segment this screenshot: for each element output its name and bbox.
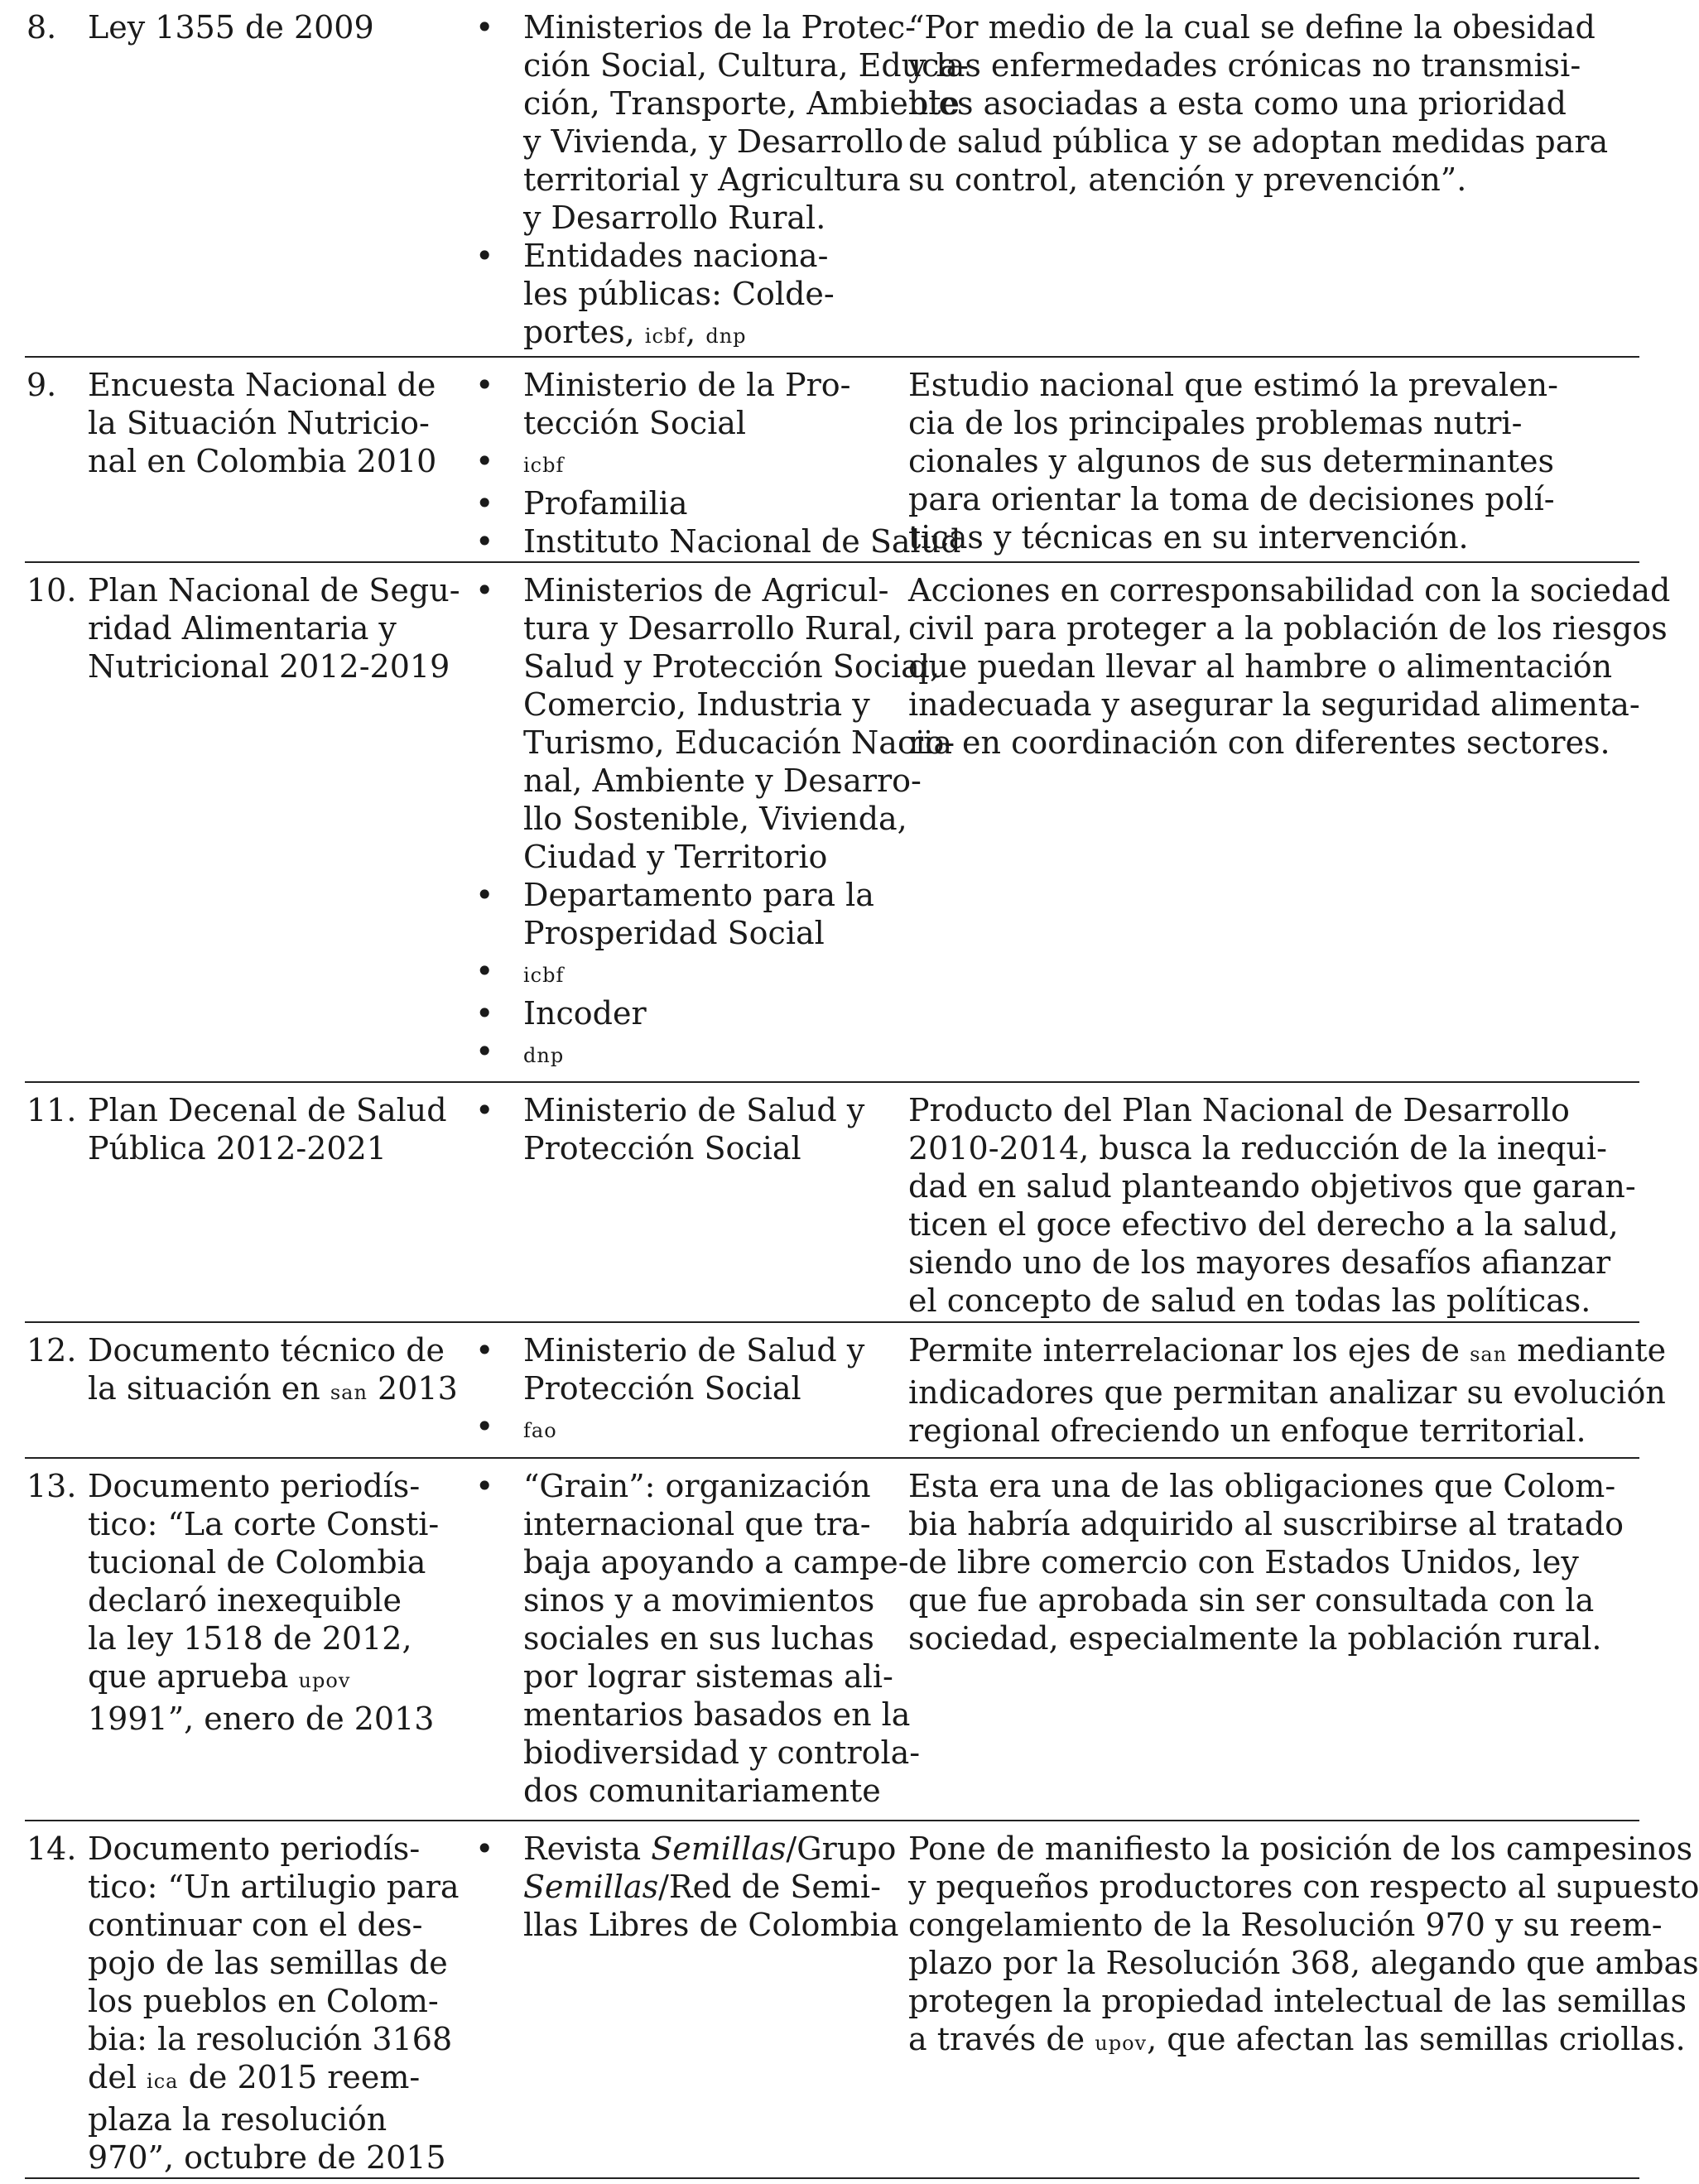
entity-line: llo Sostenible, Vivienda, xyxy=(523,801,907,837)
description-line: cionales y algunos de sus determinantes xyxy=(908,443,1554,479)
description xyxy=(908,1331,1667,1450)
entity-line: fao xyxy=(523,1419,557,1442)
list-item xyxy=(450,952,931,994)
description-line: Estudio nacional que estimó la prevalen- xyxy=(908,367,1558,403)
entity-line: Entidades naciona- xyxy=(523,238,829,274)
entity-line: Instituto Nacional de Salud xyxy=(523,523,961,560)
table-row xyxy=(25,358,1639,563)
description-line: y pequeños productores con respecto al supuesto xyxy=(908,1869,1699,1905)
document-name-line: los pueblos en Colom- xyxy=(88,1983,439,2019)
bullet-icon: • xyxy=(475,1408,494,1445)
description-line: dad en salud planteando objetivos que garan- xyxy=(908,1168,1636,1205)
bullet-icon: • xyxy=(475,572,494,609)
entity-line: Ministerio de Salud y xyxy=(523,1332,865,1369)
description-line: de salud pública y se adoptan medidas para xyxy=(908,123,1609,160)
list-item xyxy=(450,522,961,560)
description-line: para orientar la toma de decisiones polí- xyxy=(908,481,1555,517)
list-item xyxy=(450,442,931,484)
description-line: que puedan llevar al hambre o alimentación xyxy=(908,648,1613,685)
document-name-line: bia: la resolución 3168 xyxy=(88,2021,453,2057)
description-line: 2010-2014, busca la reducción de la inequi- xyxy=(908,1130,1607,1167)
description-line: protegen la propiedad intelectual de las semillas xyxy=(908,1983,1687,2019)
list-item xyxy=(450,571,955,876)
description-line: regional ofreciendo un enfoque territorial. xyxy=(908,1412,1586,1449)
document-name-line: Documento técnico de xyxy=(88,1332,445,1369)
entity-line: Ciudad y Territorio xyxy=(523,839,828,875)
entities-list xyxy=(450,8,969,355)
row-number: 10. xyxy=(26,572,77,609)
document-name-line: pojo de las semillas de xyxy=(88,1945,448,1981)
entity-line: portes, icbf, dnp xyxy=(523,314,747,350)
description-line: civil para proteger a la población de los riesgos xyxy=(908,610,1668,647)
bullet-icon: • xyxy=(475,367,494,403)
entity-line: internacional que tra- xyxy=(523,1506,871,1542)
document-name-line: del ica de 2015 reem- xyxy=(88,2059,421,2095)
entity-line: icbf xyxy=(523,454,565,477)
list-item xyxy=(450,484,931,522)
bullet-icon: • xyxy=(475,953,494,989)
description-line: congelamiento de la Resolución 970 y su reem- xyxy=(908,1907,1663,1943)
entities-list xyxy=(450,1467,931,1810)
list-item xyxy=(450,366,931,442)
document-name xyxy=(88,1091,452,1167)
description xyxy=(908,366,1637,556)
table-row xyxy=(25,563,1671,1083)
description-line: de libre comercio con Estados Unidos, ley xyxy=(908,1544,1579,1580)
entity-line: ción, Transporte, Ambiente xyxy=(523,85,960,122)
entity-line: Ministerio de la Pro- xyxy=(523,367,851,403)
document-name-line: Documento periodís- xyxy=(88,1468,421,1504)
document-name-line: Documento periodís- xyxy=(88,1830,421,1867)
bullet-icon: • xyxy=(475,1092,494,1128)
entity-line: Prosperidad Social xyxy=(523,915,825,951)
entity-line: Revista Semillas/Grupo xyxy=(523,1830,897,1867)
list-item xyxy=(450,1091,931,1167)
document-name xyxy=(88,8,452,46)
document-name-line: Encuesta Nacional de xyxy=(88,367,436,403)
entity-line: por lograr sistemas ali- xyxy=(523,1658,893,1695)
entity-line: dnp xyxy=(523,1044,565,1067)
entity-line: Profamilia xyxy=(523,485,688,522)
document-name-line: Plan Decenal de Salud xyxy=(88,1092,447,1128)
entity-line: Ministerio de Salud y xyxy=(523,1092,865,1128)
description-line: el concepto de salud en todas las políticas. xyxy=(908,1282,1591,1319)
list-item xyxy=(450,1032,931,1075)
entity-line: nal, Ambiente y Desarro- xyxy=(523,762,922,799)
document-name-line: nal en Colombia 2010 xyxy=(88,443,437,479)
bullet-icon: • xyxy=(475,238,494,274)
description xyxy=(908,571,1671,762)
table-row xyxy=(25,1083,1639,1323)
table-row xyxy=(25,1323,1667,1459)
description-line: y las enfermedades crónicas no transmisi- xyxy=(908,47,1581,84)
description-line: indicadores que permitan analizar su evolución xyxy=(908,1374,1666,1411)
description-line: bles asociadas a esta como una prioridad xyxy=(908,85,1567,122)
entity-line: Departamento para la xyxy=(523,877,874,913)
list-item xyxy=(450,1467,931,1810)
document-name-line: Ley 1355 de 2009 xyxy=(88,9,374,46)
description xyxy=(908,1467,1637,1657)
document-name-line: 1991”, enero de 2013 xyxy=(88,1701,435,1737)
bullet-icon: • xyxy=(475,877,494,913)
document-name xyxy=(88,1830,460,2177)
description-line: Producto del Plan Nacional de Desarrollo xyxy=(908,1092,1570,1128)
description-line: “Por medio de la cual se define la obesidad xyxy=(908,9,1596,46)
description-line: ticen el goce efectivo del derecho a la salud, xyxy=(908,1206,1619,1243)
description-line: Acciones en corresponsabilidad con la sociedad xyxy=(908,572,1671,609)
description xyxy=(908,8,1637,199)
bullet-icon: • xyxy=(475,523,494,560)
description-line: Permite interrelacionar los ejes de san mediante xyxy=(908,1332,1667,1369)
entities-list xyxy=(450,1830,931,1944)
bullet-icon: • xyxy=(475,485,494,522)
document-name-line: 970”, octubre de 2015 xyxy=(88,2139,446,2176)
description-line: a través de upov, que afectan las semillas criollas. xyxy=(908,2021,1686,2057)
entity-line: Semillas/Red de Semi- xyxy=(523,1869,881,1905)
document-name-line: tico: “La corte Consti- xyxy=(88,1506,440,1542)
row-number: 13. xyxy=(26,1468,77,1504)
entity-line: baja apoyando a campe- xyxy=(523,1544,909,1580)
entity-line: Ministerios de Agricul- xyxy=(523,572,889,609)
list-item xyxy=(450,8,969,237)
description-line: que fue aprobada sin ser consultada con la xyxy=(908,1582,1595,1619)
description-line: ria en coordinación con diferentes sectores. xyxy=(908,724,1610,761)
entity-line: tura y Desarrollo Rural, xyxy=(523,610,902,647)
entity-line: ción Social, Cultura, Educa- xyxy=(523,47,969,84)
table-row xyxy=(25,1821,1699,2179)
entity-line: dos comunitariamente xyxy=(523,1773,881,1809)
bullet-icon: • xyxy=(475,9,494,46)
document-name-line: tico: “Un artilugio para xyxy=(88,1869,460,1905)
row-number: 14. xyxy=(26,1830,77,1867)
description-line: Esta era una de las obligaciones que Colom- xyxy=(908,1468,1616,1504)
row-number: 9. xyxy=(26,367,57,403)
bullet-icon: • xyxy=(475,443,494,479)
document-name-line: continuar con el des- xyxy=(88,1907,423,1943)
list-item xyxy=(450,1407,931,1450)
entity-line: mentarios basados en la xyxy=(523,1696,911,1733)
entity-line: Incoder xyxy=(523,995,647,1032)
document-name-line: la Situación Nutricio- xyxy=(88,405,430,441)
document-name-line: Nutricional 2012-2019 xyxy=(88,648,450,685)
entities-list xyxy=(450,366,961,560)
entity-line: sociales en sus luchas xyxy=(523,1620,874,1657)
list-item xyxy=(450,1830,931,1944)
entity-line: Turismo, Educación Nacio- xyxy=(523,724,955,761)
entity-line: territorial y Agricultura xyxy=(523,161,901,198)
entity-line: “Grain”: organización xyxy=(523,1468,871,1504)
description-line: sociedad, especialmente la población rural. xyxy=(908,1620,1602,1657)
description xyxy=(908,1091,1637,1320)
description-line: inadecuada y asegurar la seguridad alimenta- xyxy=(908,686,1640,723)
description-line: siendo uno de los mayores desafíos afianzar xyxy=(908,1244,1611,1281)
list-item xyxy=(450,1331,931,1407)
entity-line: tección Social xyxy=(523,405,747,441)
row-number: 12. xyxy=(26,1332,77,1369)
document-name-line: ridad Alimentaria y xyxy=(88,610,397,647)
document-name-line: Pública 2012-2021 xyxy=(88,1130,387,1167)
entity-line: y Desarrollo Rural. xyxy=(523,200,826,236)
row-number: 11. xyxy=(26,1092,77,1128)
bullet-icon: • xyxy=(475,1332,494,1369)
entity-line: Protección Social xyxy=(523,1130,801,1167)
entity-line: icbf xyxy=(523,964,565,987)
bullet-icon: • xyxy=(475,1830,494,1867)
entities-list xyxy=(450,1091,931,1167)
description-line: Pone de manifiesto la posición de los campesinos xyxy=(908,1830,1693,1867)
document-name xyxy=(88,571,460,686)
document-name xyxy=(88,1467,452,1738)
document-name xyxy=(88,1331,458,1412)
entity-line: Comercio, Industria y xyxy=(523,686,870,723)
description-line: bia habría adquirido al suscribirse al tratado xyxy=(908,1506,1624,1542)
list-item xyxy=(450,237,931,355)
entity-line: y Vivienda, y Desarrollo xyxy=(523,123,904,160)
entity-line: sinos y a movimientos xyxy=(523,1582,875,1619)
description xyxy=(908,1830,1699,2062)
entities-list xyxy=(450,1331,931,1450)
description-line: su control, atención y prevención”. xyxy=(908,161,1467,198)
document-name-line: tucional de Colombia xyxy=(88,1544,426,1580)
document-name-line: declaró inexequible xyxy=(88,1582,402,1619)
entity-line: Ministerios de la Protec- xyxy=(523,9,916,46)
entity-line: Salud y Protección Social, xyxy=(523,648,941,685)
list-item xyxy=(450,994,931,1032)
entities-list xyxy=(450,571,955,1075)
document-name-line: la ley 1518 de 2012, xyxy=(88,1620,412,1657)
bullet-icon: • xyxy=(475,995,494,1032)
document-name xyxy=(88,366,452,480)
table-row xyxy=(25,0,1639,358)
description-line: cia de los principales problemas nutri- xyxy=(908,405,1523,441)
row-number: 8. xyxy=(26,9,57,46)
document-name-line: plaza la resolución xyxy=(88,2101,387,2138)
entity-line: llas Libres de Colombia xyxy=(523,1907,899,1943)
entity-line: Protección Social xyxy=(523,1370,801,1407)
document-name-line: Plan Nacional de Segu- xyxy=(88,572,460,609)
bullet-icon: • xyxy=(475,1468,494,1504)
document-name-line: la situación en san 2013 xyxy=(88,1370,458,1407)
document-name-line: que aprueba upov xyxy=(88,1658,351,1695)
entity-line: les públicas: Colde- xyxy=(523,276,835,312)
bullet-icon: • xyxy=(475,1033,494,1070)
description-line: ticas y técnicas en su intervención. xyxy=(908,519,1469,556)
entity-line: biodiversidad y controla- xyxy=(523,1734,921,1771)
table-row xyxy=(25,1459,1639,1821)
list-item xyxy=(450,876,931,952)
description-line: plazo por la Resolución 368, alegando que ambas xyxy=(908,1945,1699,1981)
